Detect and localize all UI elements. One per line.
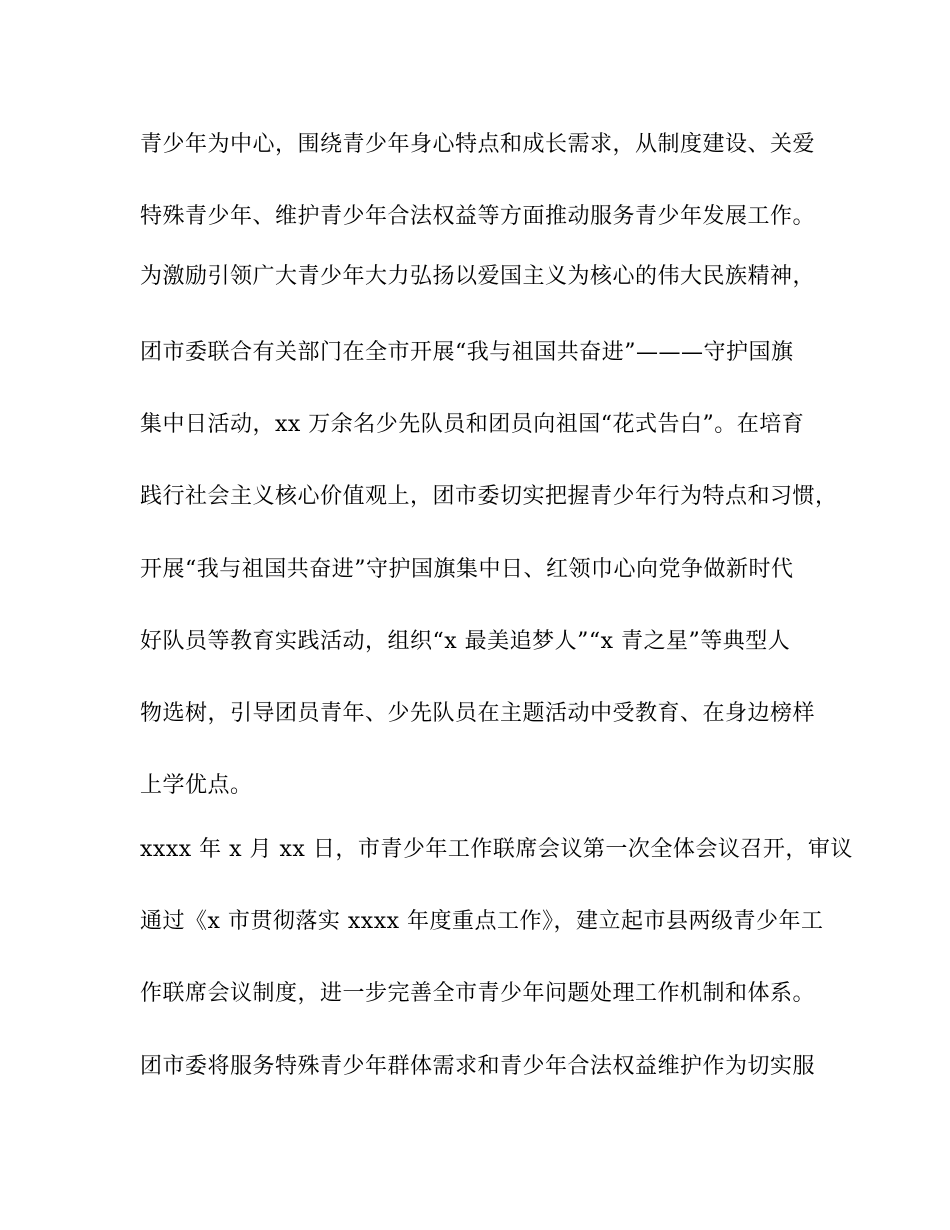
text-line: 通过《x 市贯彻落实 xxxx 年度重点工作》，建立起市县两级青少年工 xyxy=(140,909,824,934)
text-line: 团市委将服务特殊青少年群体需求和青少年合法权益维护作为切实服 xyxy=(140,1054,816,1079)
text-line: 上学优点。 xyxy=(140,773,253,798)
text-line: 特殊青少年、维护青少年合法权益等方面推动服务青少年发展工作。 xyxy=(140,204,816,229)
text-line: 团市委联合有关部门在全市开展“我与祖国共奋进”———守护国旗 xyxy=(140,340,794,365)
text-line: 践行社会主义核心价值观上，团市委切实把握青少年行为特点和习惯， xyxy=(140,484,838,509)
text-line: 好队员等教育实践活动，组织“x 最美追梦人”“x 青之星”等典型人 xyxy=(140,629,791,654)
text-line: 集中日活动，xx 万余名少先队员和团员向祖国“花式告白”。在培育 xyxy=(140,412,805,437)
text-line: 青少年为中心，围绕青少年身心特点和成长需求，从制度建设、关爱 xyxy=(140,132,816,157)
text-line: 为激励引领广大青少年大力弘扬以爱国主义为核心的伟大民族精神， xyxy=(140,264,816,289)
text-line: 作联席会议制度，进一步完善全市青少年问题处理工作机制和体系。 xyxy=(140,981,816,1006)
text-line: 物选树，引导团员青年、少先队员在主题活动中受教育、在身边榜样 xyxy=(140,701,816,726)
text-line: xxxx 年 x 月 xx 日，市青少年工作联席会议第一次全体会议召开，审议 xyxy=(140,837,853,862)
text-line: 开展“我与祖国共奋进”守护国旗集中日、红领巾心向党争做新时代 xyxy=(140,557,794,582)
